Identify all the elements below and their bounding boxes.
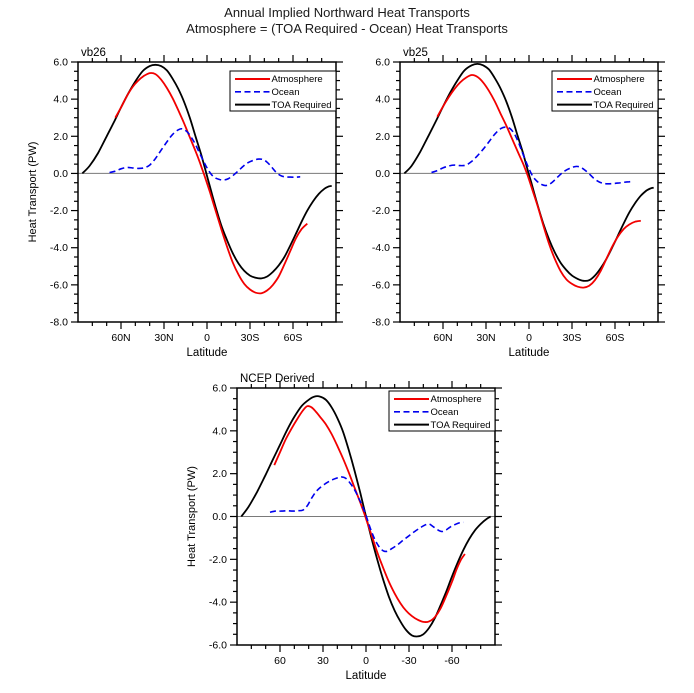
y-tick-label: 4.0	[375, 93, 390, 106]
x-tick-label: 30S	[562, 332, 582, 344]
legend-label-atmosphere: Atmosphere	[593, 74, 645, 86]
x-tick-label: 30N	[476, 332, 496, 344]
legend-label-atmosphere: Atmosphere	[430, 394, 482, 406]
y-tick-label: -4.0	[49, 242, 68, 255]
x-tick-label: 60	[274, 655, 286, 667]
x-axis-title: Latitude	[345, 670, 387, 682]
series-atmosphere-line	[274, 406, 465, 622]
series-ocean-line	[110, 129, 301, 180]
legend-label-toa-required: TOA Required	[593, 99, 654, 111]
y-tick-label: 2.0	[375, 130, 390, 143]
y-axis-title: Heat Transport (PW)	[186, 466, 198, 567]
x-axis-title: Latitude	[186, 347, 228, 359]
panel-vb25	[372, 47, 665, 359]
y-tick-label: -6.0	[208, 639, 227, 652]
y-tick-label: 0.0	[53, 167, 68, 180]
legend-label-toa-required: TOA Required	[430, 419, 491, 431]
legend	[389, 391, 495, 431]
panel-title: NCEP Derived	[240, 373, 315, 385]
y-tick-label: -4.0	[371, 242, 390, 255]
y-tick-label: 4.0	[212, 425, 227, 438]
x-tick-label: -30	[401, 655, 417, 667]
panel-title: vb26	[81, 47, 106, 59]
y-tick-label: 0.0	[212, 511, 227, 523]
y-tick-label: 2.0	[53, 130, 68, 143]
x-tick-label: 0	[204, 332, 210, 344]
legend-label-ocean: Ocean	[593, 87, 622, 98]
y-tick-label: -6.0	[49, 279, 68, 292]
y-axis-title: Heat Transport (PW)	[27, 141, 39, 243]
figure-title-line2: Atmosphere = (TOA Required - Ocean) Heat Transports	[186, 21, 508, 37]
legend-label-atmosphere: Atmosphere	[271, 74, 323, 86]
x-tick-label: 60S	[283, 332, 303, 344]
y-tick-label: -6.0	[371, 279, 390, 292]
x-tick-label: 60N	[433, 332, 453, 344]
x-tick-label: 60S	[605, 332, 625, 344]
y-tick-label: -8.0	[49, 316, 68, 329]
series-ocean-line	[432, 127, 634, 186]
y-tick-label: -8.0	[371, 316, 390, 329]
x-tick-label: -60	[444, 655, 460, 667]
legend	[230, 71, 336, 111]
series-ocean-line	[270, 477, 464, 552]
y-tick-label: 2.0	[212, 468, 227, 481]
x-tick-label: 30S	[240, 332, 260, 344]
y-tick-label: 6.0	[53, 56, 68, 69]
panel-ncep-derived	[186, 373, 502, 682]
legend	[552, 71, 658, 111]
x-tick-label: 60N	[111, 332, 131, 344]
y-tick-label: 4.0	[53, 93, 68, 106]
panel-vb26	[27, 47, 343, 359]
panel-title: vb25	[403, 47, 428, 59]
legend-label-toa-required: TOA Required	[271, 99, 332, 111]
x-tick-label: 30N	[154, 332, 174, 344]
y-tick-label: -2.0	[49, 205, 68, 218]
x-tick-label: 0	[363, 655, 369, 667]
legend-label-ocean: Ocean	[271, 87, 300, 98]
x-axis-title: Latitude	[508, 347, 550, 359]
y-tick-label: 6.0	[212, 382, 227, 395]
y-tick-label: 0.0	[375, 167, 390, 180]
y-tick-label: -4.0	[208, 596, 227, 609]
y-tick-label: -2.0	[208, 553, 227, 566]
y-tick-label: 6.0	[375, 56, 390, 69]
y-tick-label: -2.0	[371, 205, 390, 218]
legend-label-ocean: Ocean	[430, 407, 459, 418]
figure-title-line1: Annual Implied Northward Heat Transports	[224, 5, 470, 20]
x-tick-label: 30	[317, 655, 329, 667]
x-tick-label: 0	[526, 332, 532, 344]
